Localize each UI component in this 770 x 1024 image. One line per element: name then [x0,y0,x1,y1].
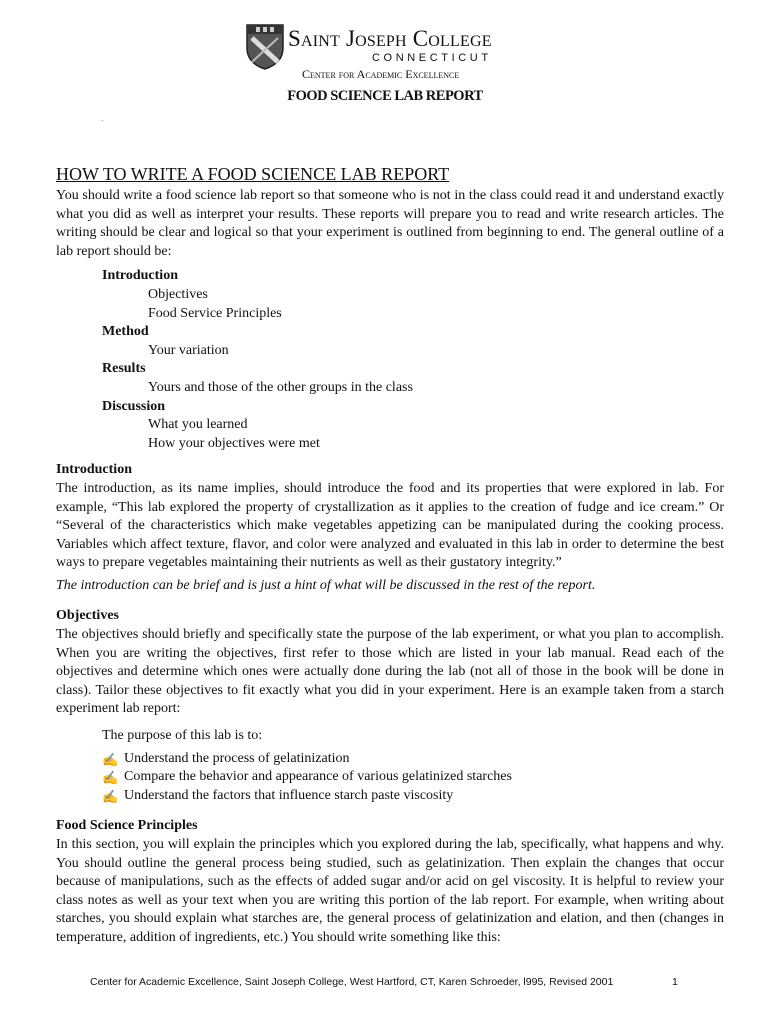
college-state: CONNECTICUT [372,52,492,64]
introduction-heading: Introduction [56,462,132,478]
principles-heading: Food Science Principles [56,818,198,834]
scan-speck: - [101,116,104,125]
list-item: ✍ Understand the factors that influence starch paste viscosity [102,787,724,806]
outline-results: Results [102,361,146,377]
page-heading: HOW TO WRITE A FOOD SCIENCE LAB REPORT [56,164,450,184]
outline-discussion: Discussion [102,398,166,414]
page-number: 1 [672,976,678,988]
college-name: Saint Joseph College [288,26,492,51]
writing-hand-icon: ✍ [102,751,119,767]
writing-hand-icon: ✍ [102,788,119,804]
intro-paragraph: You should write a food science lab report so that someone who is not in the class could read it and understand exactly what you did as well as interpret your results. These reports will prepare you to read and write research articles. The writing should be clear and logical so that your experiment is outlined from beginning to end. The general outline of a lab report should be: [56,188,724,259]
principles-body: In this section, you will explain the principles which you explored during the lab, specifically, what happens and why. You should outline the general process being studied, such as gelatinization. Then explain the changes that occur because of manipulations, such as the effects of added sugar and/or acid on gel viscosity. It is helpful to review your class notes as well as your text when you are writing this portion of the lab report. For example, when writing about starches, you should explain what starches are, the general process of gelatinization and elation, and then (changes in temperature, addition of ingredients, etc.) You should write something like this: [56,837,724,945]
introduction-note: The introduction can be brief and is just a hint of what will be discussed in the rest of the report. [56,577,596,593]
writing-hand-icon: ✍ [102,770,119,786]
list-item: ✍ Understand the process of gelatinization [102,750,724,769]
introduction-body: The introduction, as its name implies, should introduce the food and its properties that were explored in lab. For example, “This lab explored the property of crystallization as it applies to the creation of fudge and ice cream.” Or “Several of the characteristics which make vegetables appetizing can be manipulated during the cooking process. Variables which affect texture, flavor, and color were analyzed and evaluated in this lab in order to determine the best ways to prepare vegetables maintaining their nutrients as well as their gustatory integrity.” [56,480,724,571]
letterhead [244,22,534,82]
document-title: FOOD SCIENCE LAB REPORT [287,88,483,104]
objectives-heading: Objectives [56,608,119,624]
outline-results-detail: Yours and those of the other groups in the class [148,379,413,395]
objectives-list [102,750,724,806]
outline-objectives: Objectives [148,286,208,302]
main-content [56,163,724,948]
outline-principles: Food Service Principles [148,305,282,321]
center-name: Center for Academic Excellence [302,67,460,81]
outline-objectives-met: How your objectives were met [148,435,320,451]
outline-introduction: Introduction [102,268,178,284]
outline-learned: What you learned [148,417,248,433]
college-crest-icon [244,22,286,70]
outline-variation: Your variation [148,342,229,358]
objectives-body: The objectives should briefly and specifically state the purpose of the lab experiment, or what you plan to accomplish. When you are writing the objectives, first refer to those which are listed in your lab manual. Read each of the objectives and determine which ones were actually done during the lab (not all of those in the book will be done in class). Tailor these objectives to fit exactly what you did in your experiment. Here is an example taken from a starch experiment lab report: [56,627,724,717]
purpose-line: The purpose of this lab is to: [102,728,263,744]
page-footer: Center for Academic Excellence, Saint Joseph College, West Hartford, CT, Karen Schroeder, l995, Revised 2001 [90,976,614,988]
list-item: ✍ Compare the behavior and appearance of various gelatinized starches [102,768,724,787]
report-outline [56,267,724,453]
outline-method: Method [102,324,149,340]
